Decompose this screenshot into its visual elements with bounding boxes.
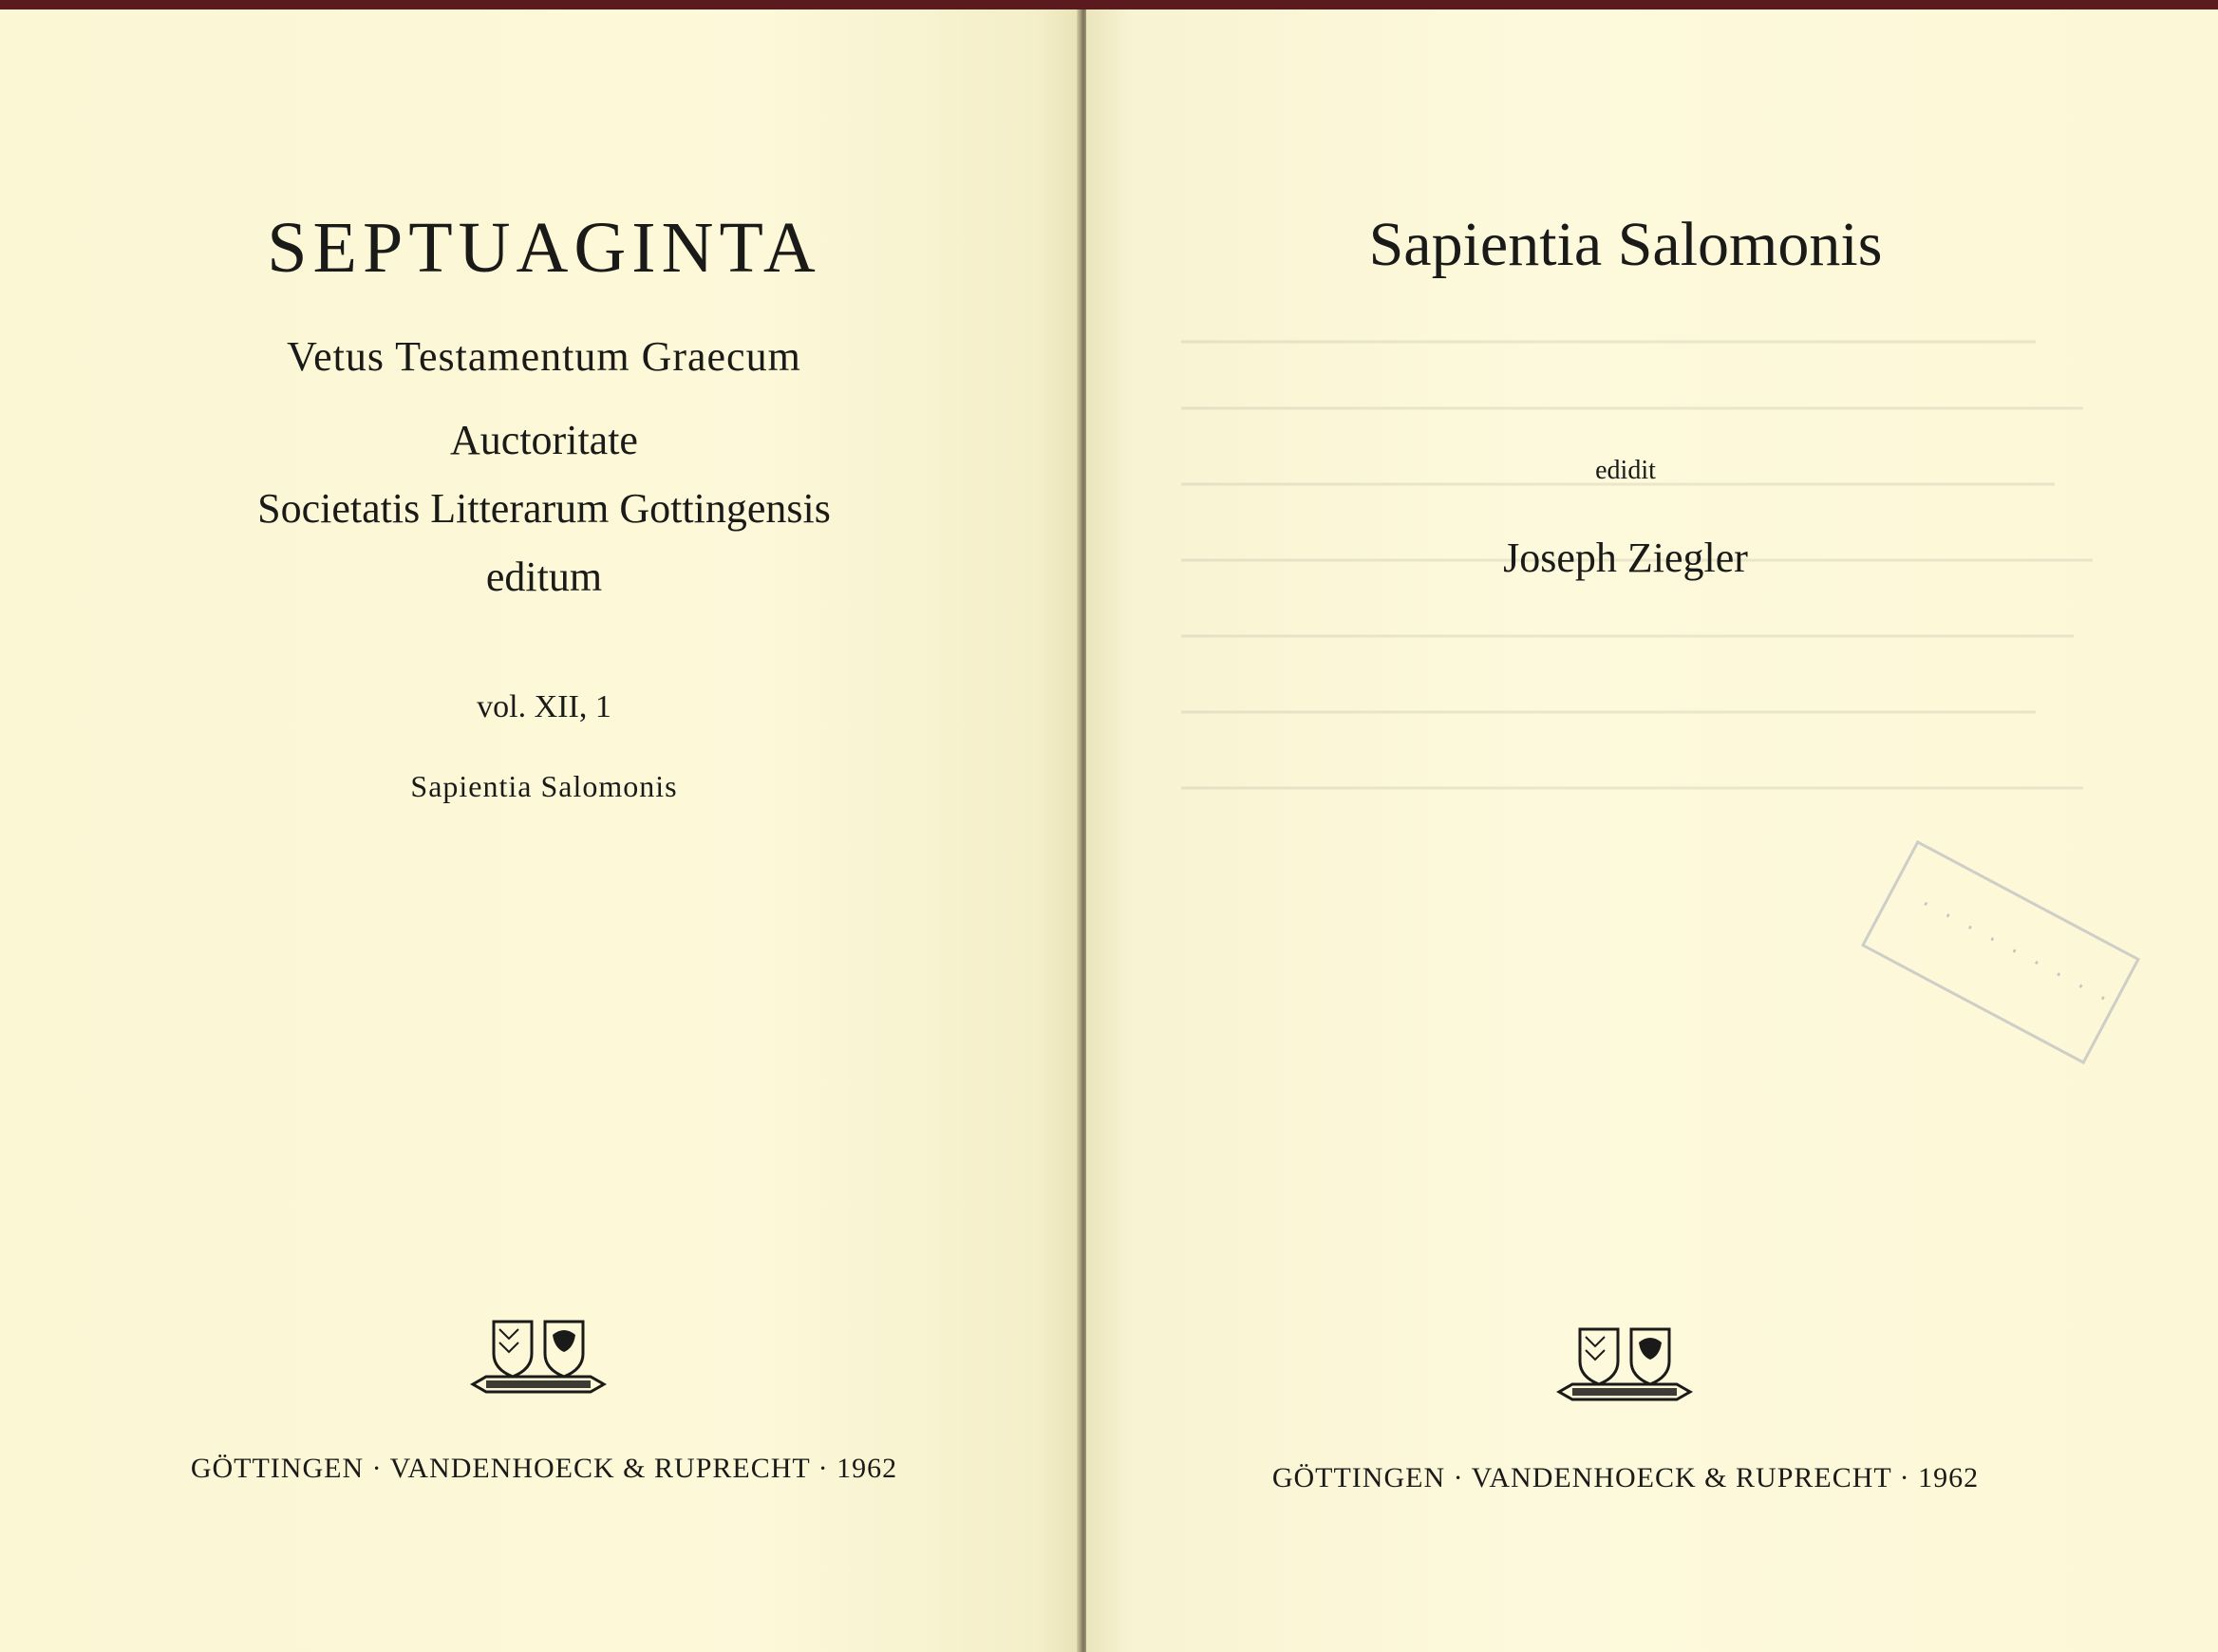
editor-name: Joseph Ziegler (1503, 535, 1748, 581)
edidit-label: edidit (1595, 456, 1656, 485)
right-page (1086, 9, 2218, 1652)
series-subtitle: Vetus Testamentum Graecum (287, 333, 801, 380)
editum-line: editum (485, 554, 603, 600)
publisher-imprint: GÖTTINGEN · VANDENHOECK & RUPRECHT · 1962 (1271, 1462, 1980, 1493)
left-page (0, 9, 1081, 1652)
book-title: Sapientia Salomonis (1368, 210, 1883, 279)
show-through-text (1181, 323, 2131, 1177)
series-title: SEPTUAGINTA (267, 208, 821, 288)
book-spread (0, 9, 2218, 1652)
publisher-imprint: GÖTTINGEN · VANDENHOECK & RUPRECHT · 1962 (190, 1453, 898, 1484)
publisher-crest-icon (1553, 1325, 1696, 1411)
library-stamp-icon: · · · · · · · · · (1861, 840, 2140, 1064)
volume-number: vol. XII, 1 (477, 689, 611, 724)
publisher-crest-icon (467, 1318, 610, 1403)
societatis-line: Societatis Litterarum Gottingensis (257, 485, 831, 532)
volume-title: Sapientia Salomonis (410, 769, 678, 803)
auctoritate-line: Auctoritate (450, 417, 638, 463)
